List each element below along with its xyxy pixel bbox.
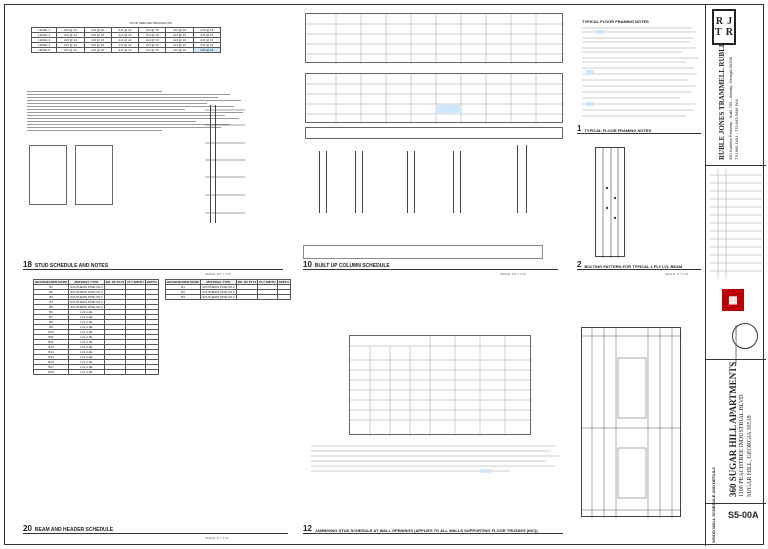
column-sketch-3 bbox=[407, 151, 415, 213]
beam-cell: B10 bbox=[34, 330, 69, 335]
stud-row-label: LEVEL 5 bbox=[32, 48, 57, 53]
sheet-title: WOOD WALL SCHEDULE AND DETAILS bbox=[711, 467, 716, 543]
beam-cell: B13 bbox=[34, 345, 69, 350]
beam-cell: B17 bbox=[34, 365, 69, 370]
beam-cell: B12 bbox=[34, 340, 69, 345]
stud-cell: 2x4 @ 16 bbox=[139, 28, 166, 33]
scale-built-up: SCALE: 1/4" = 1'-0" bbox=[500, 272, 527, 276]
beam-cell: B9 bbox=[34, 325, 69, 330]
title-jamb: 12 JAMB/KING STUD SCHEDULE AT WALL OPENINGS (APPLIES TO ALL WALLS SUPPORTING FLOOR TRUSSES (INC)) bbox=[303, 521, 563, 534]
project-address-2: SUGAR HILL, GEORGIA 30518 bbox=[747, 415, 753, 497]
beam-grid-2 bbox=[165, 279, 291, 300]
firm-logo: R J T R bbox=[712, 9, 736, 45]
beam-cell: SOUTHERN PINE NO.2 bbox=[202, 290, 235, 294]
beam-cell: B1 bbox=[34, 285, 69, 290]
sheet-number: S5-00A bbox=[728, 510, 759, 520]
jamb-notes bbox=[311, 443, 561, 479]
column-sketch-1 bbox=[319, 151, 327, 213]
title-typical-floor: 1 TYPICAL FLOOR FRAMING NOTES bbox=[577, 125, 701, 134]
beam-cell: LVL 2.0E bbox=[69, 315, 105, 320]
stud-cell: 2x6 @ 16 bbox=[193, 28, 220, 33]
beam-header-cell: PLY WIDTH bbox=[259, 280, 276, 284]
stud-cell: 2x4 @ 12 bbox=[111, 43, 138, 48]
beam-cell: B3 bbox=[166, 295, 201, 300]
beam-cell: SOUTHERN PINE NO.2 bbox=[70, 295, 103, 299]
stud-cell: 2x4 @ 16 bbox=[166, 43, 193, 48]
beam-cell: B1 bbox=[166, 285, 201, 290]
beam-cell: LVL 2.0E bbox=[69, 350, 105, 355]
title-built-up: 10 BUILT UP COLUMN SCHEDULE bbox=[303, 261, 558, 270]
jamb-table bbox=[349, 335, 531, 435]
column-sketch-2 bbox=[355, 151, 363, 213]
drawing-sheet bbox=[4, 4, 764, 545]
beam-cell: B2 bbox=[34, 290, 69, 295]
beam-cell: B2 bbox=[166, 290, 201, 295]
stud-cell: 2x6 @ 12 bbox=[57, 28, 84, 33]
beam-cell: LVL 2.0E bbox=[69, 365, 105, 370]
beam-cell: LVL 2.0E bbox=[69, 360, 105, 365]
stud-cell: 2x6 @ 16 bbox=[193, 33, 220, 38]
stud-row bbox=[32, 48, 221, 53]
beam-cell: B6 bbox=[34, 310, 69, 315]
beam-header-cell: DEPTH bbox=[146, 280, 157, 284]
stud-cell: 2x4 @ 12 bbox=[111, 33, 138, 38]
beam-header-table bbox=[33, 279, 157, 375]
beam-cell: SOUTHERN PINE NO.2 bbox=[202, 285, 235, 289]
column-sketch-4 bbox=[453, 151, 461, 213]
stud-cell: 2x4 @ 16 bbox=[166, 38, 193, 43]
scale-stud: SCALE: 1/4" = 1'-0" bbox=[205, 272, 232, 276]
stud-cell: 2x6 @ 16 bbox=[84, 43, 111, 48]
revision-table bbox=[710, 169, 762, 279]
stud-cell: 2x4 @ 16 bbox=[166, 28, 193, 33]
beam-grid bbox=[33, 279, 159, 375]
beam-header-cell: MATERIAL TYPE bbox=[69, 280, 105, 285]
beam-header-cell: BEAM/HEADER MARK bbox=[167, 280, 200, 284]
beam-cell bbox=[236, 295, 258, 300]
beam-cell: B14 bbox=[34, 350, 69, 355]
beam-cell bbox=[277, 295, 290, 300]
beam-header-table-2 bbox=[165, 279, 289, 300]
beam-cell bbox=[145, 370, 158, 375]
beam-cell: LVL 2.0E bbox=[69, 345, 105, 350]
beam-header-cell: MATERIAL TYPE bbox=[201, 280, 237, 285]
beam-cell: B15 bbox=[34, 355, 69, 360]
beam-cell: B11 bbox=[34, 335, 69, 340]
beam-cell bbox=[126, 370, 145, 375]
stud-cell: 2x6 @ 16 bbox=[84, 48, 111, 53]
beam-cell: SOUTHERN PINE NO.2 bbox=[70, 290, 103, 294]
scale-beam: SCALE: 1" = 1'-0" bbox=[205, 536, 229, 540]
title-block bbox=[705, 5, 765, 546]
stud-cell: 2x4 @ 16 bbox=[139, 33, 166, 38]
beam-cell: LVL 2.0E bbox=[69, 310, 105, 315]
stud-row-label: LEVEL 2 bbox=[32, 33, 57, 38]
legend-box-left bbox=[29, 145, 67, 205]
stud-cell: 2x6 @ 16 bbox=[84, 28, 111, 33]
stud-cell: 2x4 @ 16 bbox=[139, 38, 166, 43]
stud-cell: 2x6 @ 16 bbox=[193, 43, 220, 48]
title-beam-header: 20 BEAM AND HEADER SCHEDULE bbox=[23, 525, 288, 534]
beam-cell: SOUTHERN PINE NO.2 bbox=[70, 285, 103, 289]
stud-elevation-marks bbox=[205, 105, 275, 230]
beam-cell: LVL 2.0E bbox=[69, 335, 105, 340]
beam-cell: LVL 2.0E bbox=[69, 320, 105, 325]
project-name: 360 SUGAR HILL APARTMENTS bbox=[728, 361, 738, 497]
beam-cell bbox=[104, 370, 126, 375]
beam-cell: B5 bbox=[34, 305, 69, 310]
stud-grid bbox=[31, 27, 221, 53]
stamp-label: PROFESSIONAL ENGINEER bbox=[734, 325, 738, 365]
elevation-strip bbox=[305, 127, 563, 139]
stud-row-label: LEVEL 4 bbox=[32, 43, 57, 48]
beam-cell: B7 bbox=[34, 315, 69, 320]
beam-header-cell: PLY WIDTH bbox=[127, 280, 144, 284]
beam-cell bbox=[258, 295, 277, 300]
firm-phone: 770.665.1601 - 770.643.5646 FAX bbox=[734, 98, 739, 160]
stud-cell: 2x6 @ 12 bbox=[57, 38, 84, 43]
project-address-1: 1100 PEACHTREE INDUSTRIAL BLVD bbox=[739, 394, 745, 497]
beam-cell: LVL 2.0E bbox=[69, 325, 105, 330]
stud-cell: 2x4 @ 16 bbox=[139, 48, 166, 53]
stud-cell: 2x6 @ 16 bbox=[193, 48, 220, 53]
stud-row-label: LEVEL 1 bbox=[32, 28, 57, 33]
title-stud-schedule: 18 STUD SCHEDULE AND NOTES bbox=[23, 261, 283, 270]
beam-cell: SOUTHERN PINE NO.2 bbox=[202, 295, 235, 299]
stud-cell: 2x4 @ 12 bbox=[111, 28, 138, 33]
beam-cell: B16 bbox=[34, 360, 69, 365]
beam-row bbox=[34, 370, 159, 375]
beam-cell: B3 bbox=[34, 295, 69, 300]
stud-cell: 2x6 @ 16 bbox=[84, 38, 111, 43]
wall-elevation bbox=[581, 327, 681, 517]
stud-cell: 2x4 @ 16 bbox=[139, 43, 166, 48]
elevation-table-2 bbox=[305, 73, 563, 123]
stud-cell: 2x6 @ 16 bbox=[193, 38, 220, 43]
engineer-logo: ▦ bbox=[722, 289, 744, 311]
firm-address: 360 Galleria Parkway - Suite 705 - Atlanta, Georgia 30339 bbox=[728, 57, 733, 160]
beam-cell: SOUTHERN PINE NO.2 bbox=[70, 300, 103, 304]
stud-cell: 2x4 @ 12 bbox=[111, 48, 138, 53]
beam-cell: LVL 2.0E bbox=[69, 355, 105, 360]
stud-cell: 2x6 @ 12 bbox=[57, 33, 84, 38]
lvl-beam-section bbox=[595, 147, 625, 257]
beam-cell: LVL 2.0E bbox=[69, 330, 105, 335]
stud-cell: 2x6 @ 12 bbox=[57, 43, 84, 48]
beam-cell: B18 bbox=[34, 370, 69, 375]
stud-cell: 2x6 @ 16 bbox=[84, 33, 111, 38]
stud-cell: 2x4 @ 16 bbox=[166, 33, 193, 38]
beam-header-cell: NO. OF PLYS bbox=[105, 280, 125, 284]
title-bolting: 2 BOLTING PATTERN FOR TYPICAL 4 PLY LVL BEAM bbox=[577, 261, 701, 270]
built-up-notes bbox=[303, 245, 543, 259]
scale-bolting: SCALE: 1" = 1'-0" bbox=[665, 272, 689, 276]
legend-box-right bbox=[75, 145, 113, 205]
beam-cell: B4 bbox=[34, 300, 69, 305]
typical-notes-block bbox=[582, 19, 700, 131]
stud-row-label: LEVEL 3 bbox=[32, 38, 57, 43]
beam-cell: SOUTHERN PINE NO.2 bbox=[70, 305, 103, 309]
stud-schedule-table bbox=[31, 21, 231, 53]
stud-cell: 2x6 @ 12 bbox=[57, 48, 84, 53]
beam-header-cell: NO. OF PLYS bbox=[237, 280, 257, 284]
stud-cell: 2x4 @ 12 bbox=[111, 38, 138, 43]
elevation-table-1 bbox=[305, 13, 563, 63]
column-sketch-5 bbox=[517, 145, 527, 213]
beam-cell: B8 bbox=[34, 320, 69, 325]
beam-header-cell: BEAM/HEADER MARK bbox=[35, 280, 68, 284]
beam-cell: LVL 2.0E bbox=[69, 340, 105, 345]
stud-cell: 2x4 @ 16 bbox=[166, 48, 193, 53]
beam-cell: LVL 2.0E bbox=[69, 370, 105, 375]
stud-table-header: STUD SIZE AND SPACING (IN) bbox=[129, 21, 173, 25]
typical-notes-title: TYPICAL FLOOR FRAMING NOTES bbox=[582, 19, 649, 24]
firm-name: RUBLE JONES TRAMMELL RUBLE bbox=[718, 42, 726, 160]
beam-header-cell: DEPTH bbox=[278, 280, 289, 284]
beam-row bbox=[166, 295, 291, 300]
